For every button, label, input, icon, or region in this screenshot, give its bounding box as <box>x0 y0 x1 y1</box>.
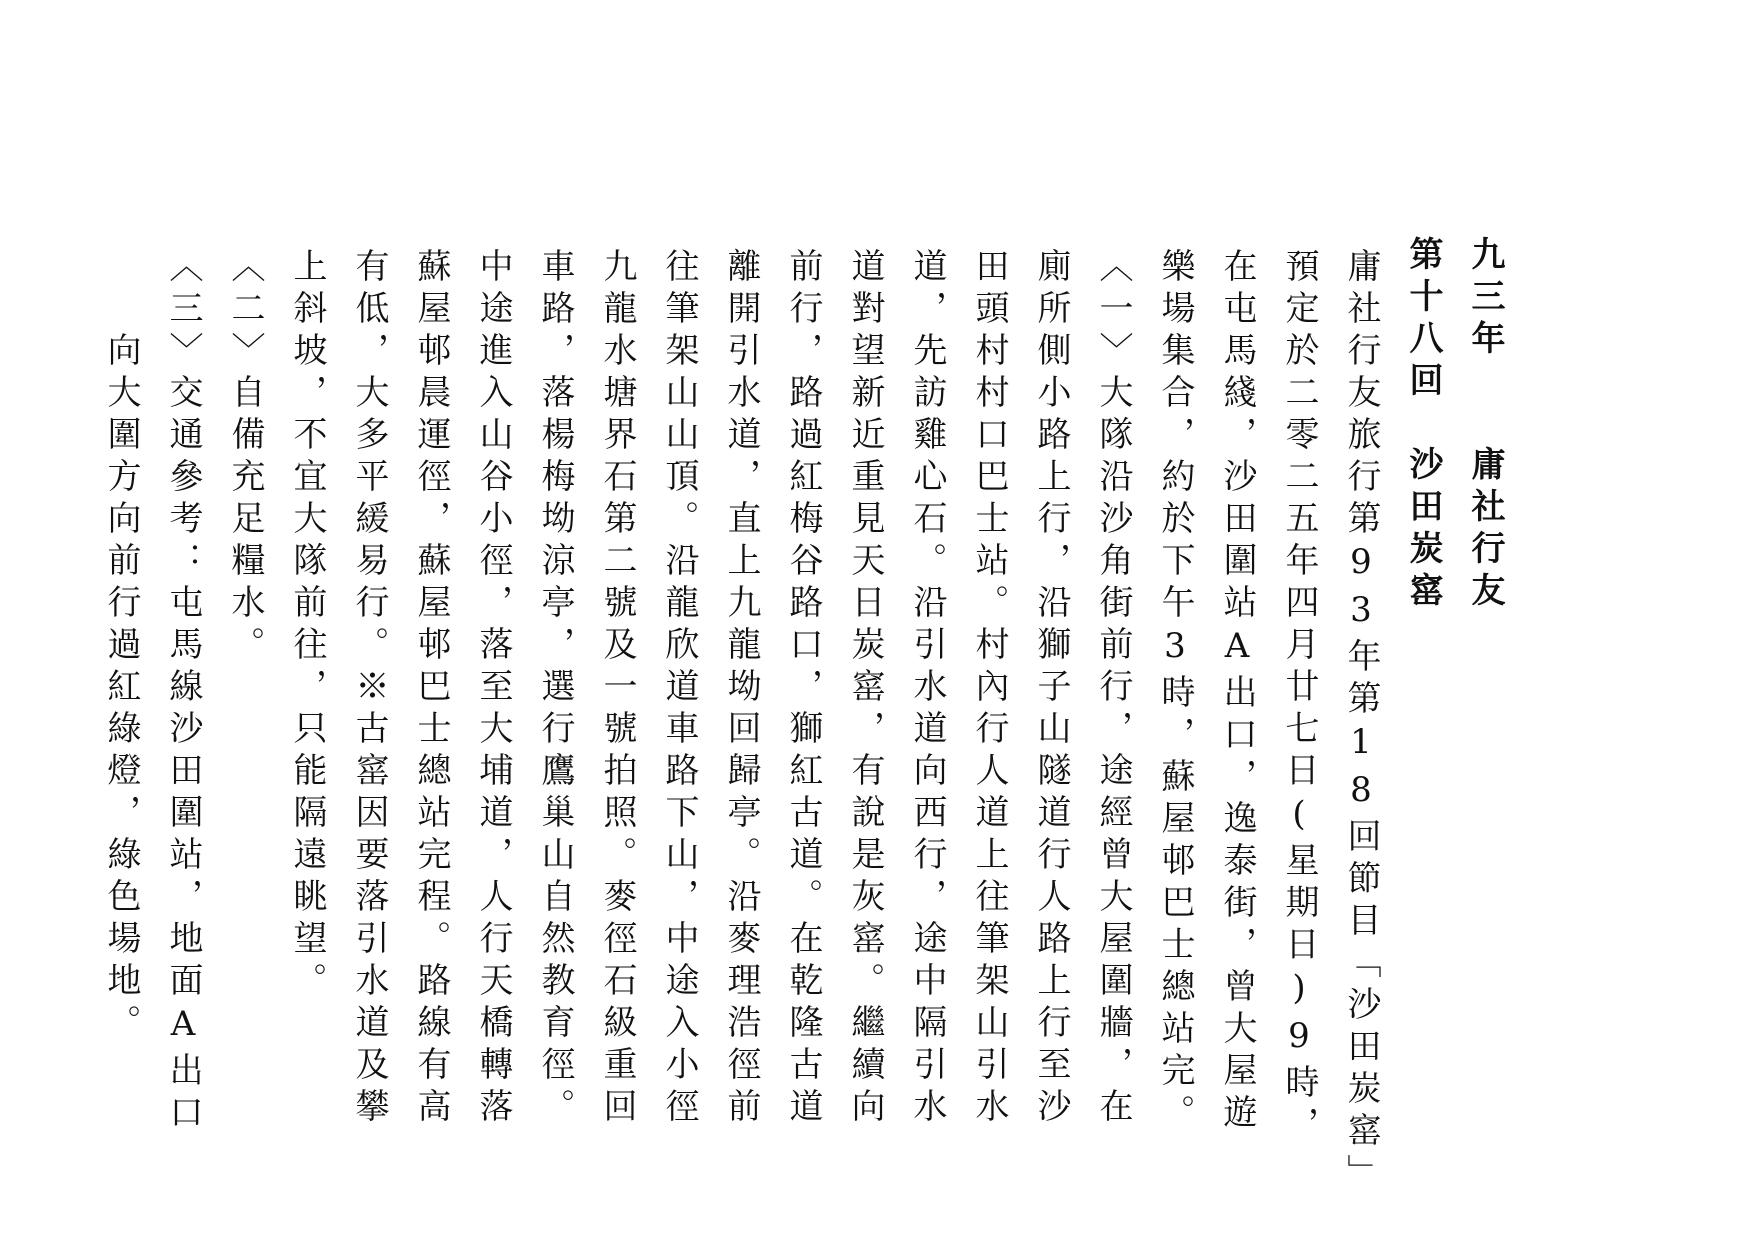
text-line: 前行，路過紅梅谷路口，獅紅古道。在乾隆古道 <box>783 248 823 1130</box>
text-line: 向大圍方向前行過紅綠燈，綠色場地。 <box>101 248 141 1046</box>
text-line: 在屯馬綫，沙田圍站A出口，逸泰街，曾大屋遊 <box>1217 248 1257 1136</box>
text-line: 田頭村村口巴士站。村內行人道上往筆架山引水 <box>969 248 1009 1130</box>
text-line: 中途進入山谷小徑，落至大埔道，人行天橋轉落 <box>473 248 513 1130</box>
text-line: 道，先訪雞心石。沿引水道向西行，途中隔引水 <box>907 248 947 1130</box>
text-line: 車路，落楊梅坳涼亭，選行鷹巢山自然教育徑。 <box>535 248 575 1130</box>
text-line: 〈一〉大隊沿沙角街前行，途經曾大屋圍牆，在 <box>1093 248 1133 1130</box>
text-line: 廁所側小路上行，沿獅子山隧道行人路上行至沙 <box>1031 248 1071 1130</box>
text-line: 〈三〉交通參考：屯馬線沙田圍站，地面A出口 <box>163 248 203 1136</box>
text-line: 上斜坡，不宜大隊前往，只能隔遠眺望。 <box>287 248 327 1004</box>
text-line: 庸社行友旅行第93年第18回節目「沙田炭窰」 <box>1341 248 1381 1196</box>
text-line: 蘇屋邨晨運徑，蘇屋邨巴士總站完程。路線有高 <box>411 248 451 1130</box>
title-line: 第十八回 沙田炭窰 <box>1403 236 1443 614</box>
text-line: 離開引水道，直上九龍坳回歸亭。沿麥理浩徑前 <box>721 248 761 1130</box>
text-line: 九龍水塘界石第二號及一號拍照。麥徑石級重回 <box>597 248 637 1130</box>
text-line: 有低，大多平緩易行。※古窰因要落引水道及攀 <box>349 248 389 1130</box>
title-line: 九三年 庸社行友 <box>1465 236 1505 614</box>
text-line: 預定於二零二五年四月廿七日(星期日)9時， <box>1279 248 1319 1148</box>
text-line: 〈二〉自備充足糧水。 <box>225 248 265 668</box>
text-line: 樂場集合，約於下午3時，蘇屋邨巴士總站完。 <box>1155 248 1195 1136</box>
text-line: 往筆架山山頂。沿龍欣道車路下山，中途入小徑 <box>659 248 699 1130</box>
text-line: 道對望新近重見天日炭窰，有說是灰窰。繼續向 <box>845 248 885 1130</box>
